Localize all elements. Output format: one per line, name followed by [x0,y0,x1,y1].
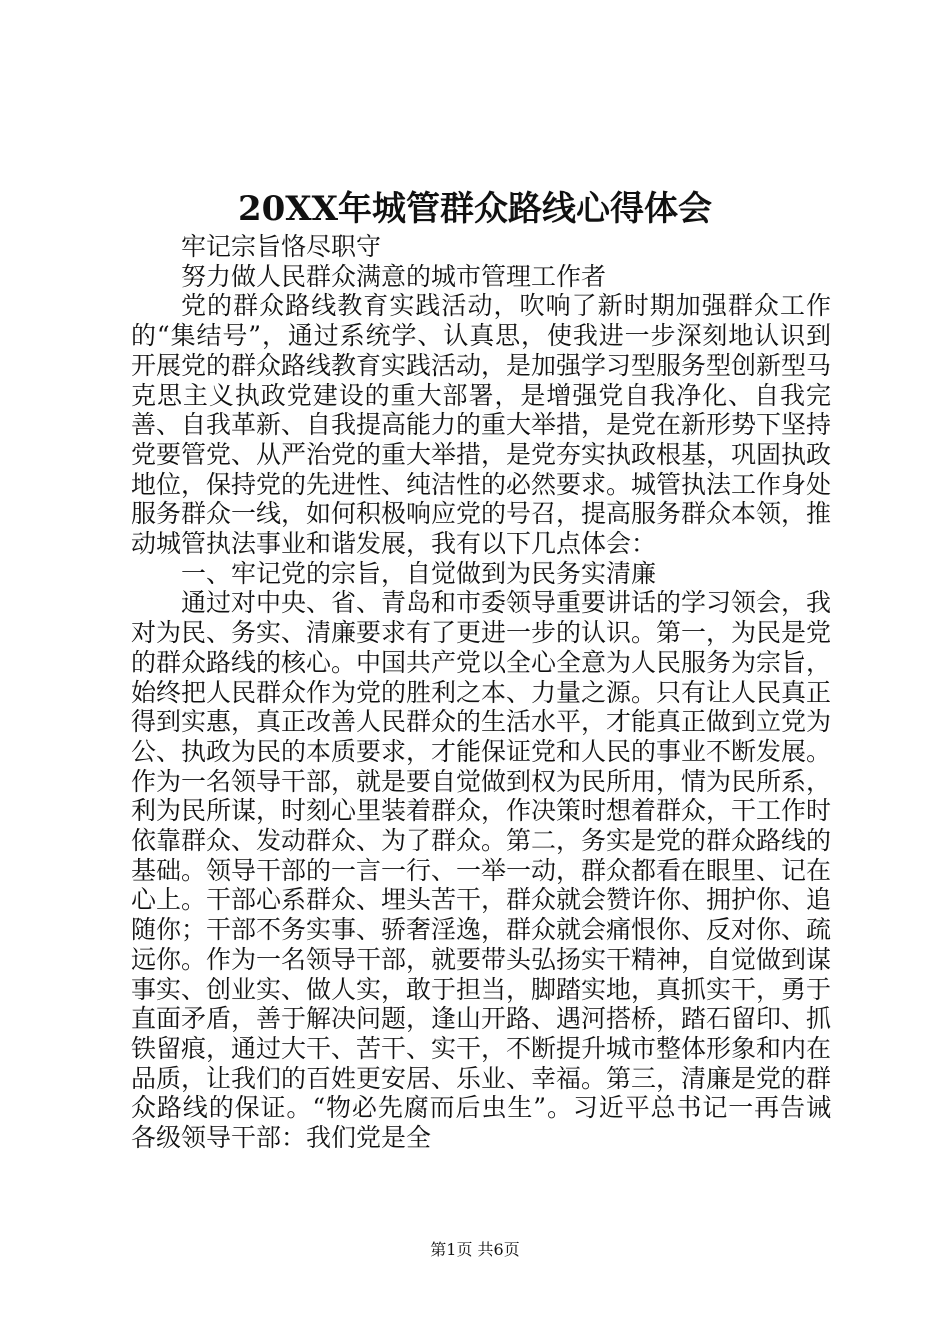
paragraph-intro: 党的群众路线教育实践活动，吹响了新时期加强群众工作的“集结号”，通过系统学、认真思，使我进一步深刻地认识到开展党的群众路线教育实践活动，是加强学习型服务型创新型马克思主义执政党建设的重大部署，是增强党自我净化、自我完善、自我革新、自我提高能力的重大举措，是党在新形势下坚持党要管党、从严治党的重大举措，是党夯实执政根基，巩固执政地位，保持党的先进性、纯洁性的必然要求。城管执法工作身处服务群众一线，如何积极响应党的号召，提高服务群众本领，推动城管执法事业和谐发展，我有以下几点体会： [131,291,832,559]
page-footer: 第1页 共6页 [430,1240,520,1259]
section-heading-1: 一、牢记党的宗旨，自觉做到为民务实清廉 [181,558,657,588]
subtitle-line-1: 牢记宗旨恪尽职守 [181,232,382,261]
subtitle-line-2: 努力做人民群众满意的城市管理工作者 [181,261,607,291]
document-title: 20XX年城管群众路线心得体会 [237,189,713,229]
document-body [131,232,831,1153]
paragraph-section-1: 通过对中央、省、青岛和市委领导重要讲话的学习领会，我对为民、务实、清廉要求有了更进一步的认识。第一，为民是党的群众路线的核心。中国共产党以全心全意为人民服务为宗旨，始终把人民群众作为党的胜利之本、力量之源。只有让人民真正得到实惠，真正改善人民群众的生活水平，才能真正做到立党为公、执政为民的本质要求，才能保证党和人民的事业不断发展。作为一名领导干部，就是要自觉做到权为民所用，情为民所系，利为民所谋，时刻心里装着群众，作决策时想着群众，干工作时依靠群众、发动群众、为了群众。第二，务实是党的群众路线的基础。领导干部的一言一行、一举一动，群众都看在眼里、记在心上。干部心系群众、埋头苦干，群众就会赞许你、拥护你、追随你；干部不务实事、骄奢淫逸，群众就会痛恨你、反对你、疏远你。作为一名领导干部，就要带头弘扬实干精神，自觉做到谋事实、创业实、做人实，敢于担当，脚踏实地，真抓实干，勇于直面矛盾，善于解决问题，逢山开路、遇河搭桥，踏石留印、抓铁留痕，通过大干、苦干、实干，不断提升城市整体形象和内在品质，让我们的百姓更安居、乐业、幸福。第三，清廉是党的群众路线的保证。“物必先腐而后虫生”。习近平总书记一再告诫各级领导干部：我们党是全 [131,588,832,1153]
